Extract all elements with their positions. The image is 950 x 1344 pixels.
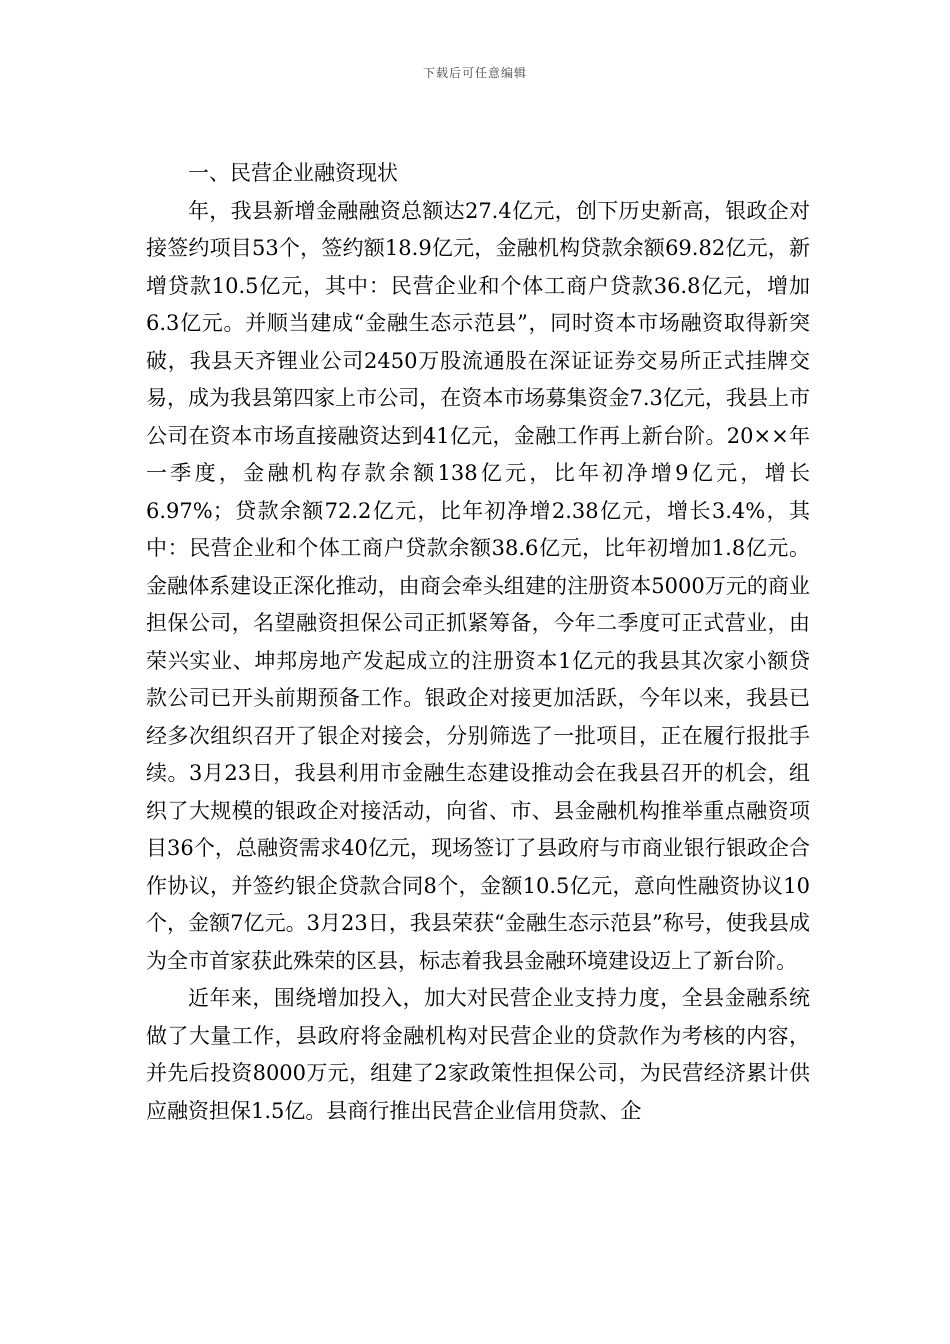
document-body	[146, 155, 810, 1130]
download-editable-note: 下载后可任意编辑	[422, 66, 527, 80]
paragraph-recent-years: 近年来，围绕增加投入，加大对民营企业支持力度，全县金融系统做了大量工作，县政府将金融机构对民营企业的贷款作为考核的内容，并先后投资8000万元，组建了2家政策性担保公司，为民营经济累计供应融资担保1.5亿。县商行推出民营企业信用贷款、企	[146, 986, 810, 1123]
section-heading: 一、民营企业融资现状	[188, 161, 398, 185]
paragraph-financing-status: 年，我县新增金融融资总额达27.4亿元，创下历史新高，银政企对接签约项目53个，签约额18.9亿元，金融机构贷款余额69.82亿元，新增贷款10.5亿元，其中：民营企业和个体工商户贷款36.8亿元，增加6.3亿元。并顺当建成“金融生态示范县”，同时资本市场融资取得新突破，我县天齐锂业公司2450万股流通股在深证证券交易所正式挂牌交易，成为我县第四家上市公司，在资本市场募集资金7.3亿元，我县上市公司在资本市场直接融资达到41亿元，金融工作再上新台阶。20××年一季度，金融机构存款余额138亿元，比年初净增9亿元，增长6.97%；贷款余额72.2亿元，比年初净增2.38亿元，增长3.4%，其中：民营企业和个体工商户贷款余额38.6亿元，比年初增加1.8亿元。金融体系建设正深化推动，由商会牵头组建的注册资本5000万元的商业担保公司，名望融资担保公司正抓紧筹备，今年二季度可正式营业，由荣兴实业、坤邦房地产发起成立的注册资本1亿元的我县其次家小额贷款公司已开头前期预备工作。银政企对接更加活跃，今年以来，我县已经多次组织召开了银企对接会，分别筛选了一批项目，正在履行报批手续。3月23日，我县利用市金融生态建设推动会在我县召开的机会，组织了大规模的银政企对接活动，向省、市、县金融机构推举重点融资项目36个，总融资需求40亿元，现场签订了县政府与市商业银行银政企合作协议，并签约银企贷款合同8个，金额10.5亿元，意向性融资协议10个，金额7亿元。3月23日，我县荣获“金融生态示范县”称号，使我县成为全市首家获此殊荣的区县，标志着我县金融环境建设迈上了新台阶。	[146, 198, 810, 973]
